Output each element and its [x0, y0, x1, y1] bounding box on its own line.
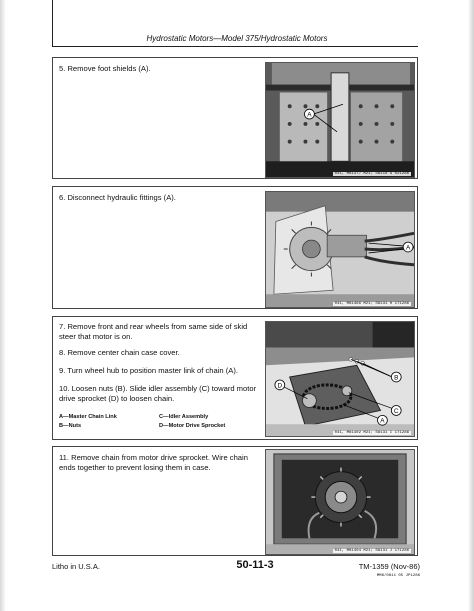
- photo-chain-case: [265, 321, 415, 437]
- callout-d: D: [277, 382, 283, 390]
- section-remove-foot-shields: [52, 57, 418, 179]
- page-edge-right: [468, 0, 474, 611]
- photo-caption: 041, M81402 M21; S8131 I 171286: [334, 431, 409, 435]
- header-divider: [52, 46, 418, 47]
- photo-hydraulic-fittings: [265, 191, 415, 308]
- section-disconnect-hydraulic-fittings: [52, 186, 418, 309]
- photo-caption: 041, M81377 M21; S8110 G 021286: [334, 172, 409, 176]
- footer-revision-code: MM6/0811 05 JP1286: [376, 574, 420, 578]
- parts-legend: [59, 413, 263, 433]
- footer-manual-number: TM-1359 (Nov-86): [358, 562, 420, 571]
- step-6-text: 6. Disconnect hydraulic fittings (A).: [59, 193, 176, 202]
- photo-caption: 041, M81466 M21; S8131 H 171286: [334, 302, 409, 306]
- callout-a: A: [380, 417, 385, 425]
- step-9-text: 9. Turn wheel hub to position master link of chain (A).: [59, 366, 238, 375]
- callout-b: B: [394, 374, 399, 382]
- page-header-title: Hydrostatic Motors—Model 375/Hydrostatic Motors: [146, 34, 328, 43]
- photo-caption: 041, M81404 M21; S8131 J 171286: [334, 549, 409, 553]
- step-7-text: 7. Remove front and rear wheels from same side of skid steer that motor is on.: [59, 322, 248, 341]
- section-loosen-chain: [52, 316, 418, 440]
- legend-item: C—Idler Assembly: [159, 414, 209, 420]
- legend-item: A—Master Chain Link: [59, 414, 117, 420]
- photo-foot-shields: [265, 62, 415, 178]
- section-remove-chain: [52, 446, 418, 556]
- step-5-text: 5. Remove foot shields (A).: [59, 64, 151, 73]
- step-8-text: 8. Remove center chain case cover.: [59, 348, 180, 357]
- callout-a: A: [307, 111, 312, 119]
- page-edge-left: [0, 0, 6, 611]
- legend-item: D—Motor Drive Sprocket: [159, 423, 226, 429]
- step-11-text: 11. Remove chain from motor drive sprocket. Wire chain ends together to prevent losing them in case.: [59, 453, 248, 472]
- callout-c: C: [393, 407, 399, 415]
- photo-motor-drive-sprocket: [265, 449, 415, 555]
- callout-a: A: [405, 244, 411, 252]
- legend-item: B—Nuts: [59, 423, 82, 429]
- footer-printed-in: Litho in U.S.A.: [52, 562, 100, 571]
- gutter-rule: [52, 0, 53, 47]
- step-10-text: 10. Loosen nuts (B). Slide idler assembly (C) toward motor drive sprocket (D) to loosen chain.: [59, 384, 257, 403]
- footer-page-number: 50-11-3: [236, 559, 274, 571]
